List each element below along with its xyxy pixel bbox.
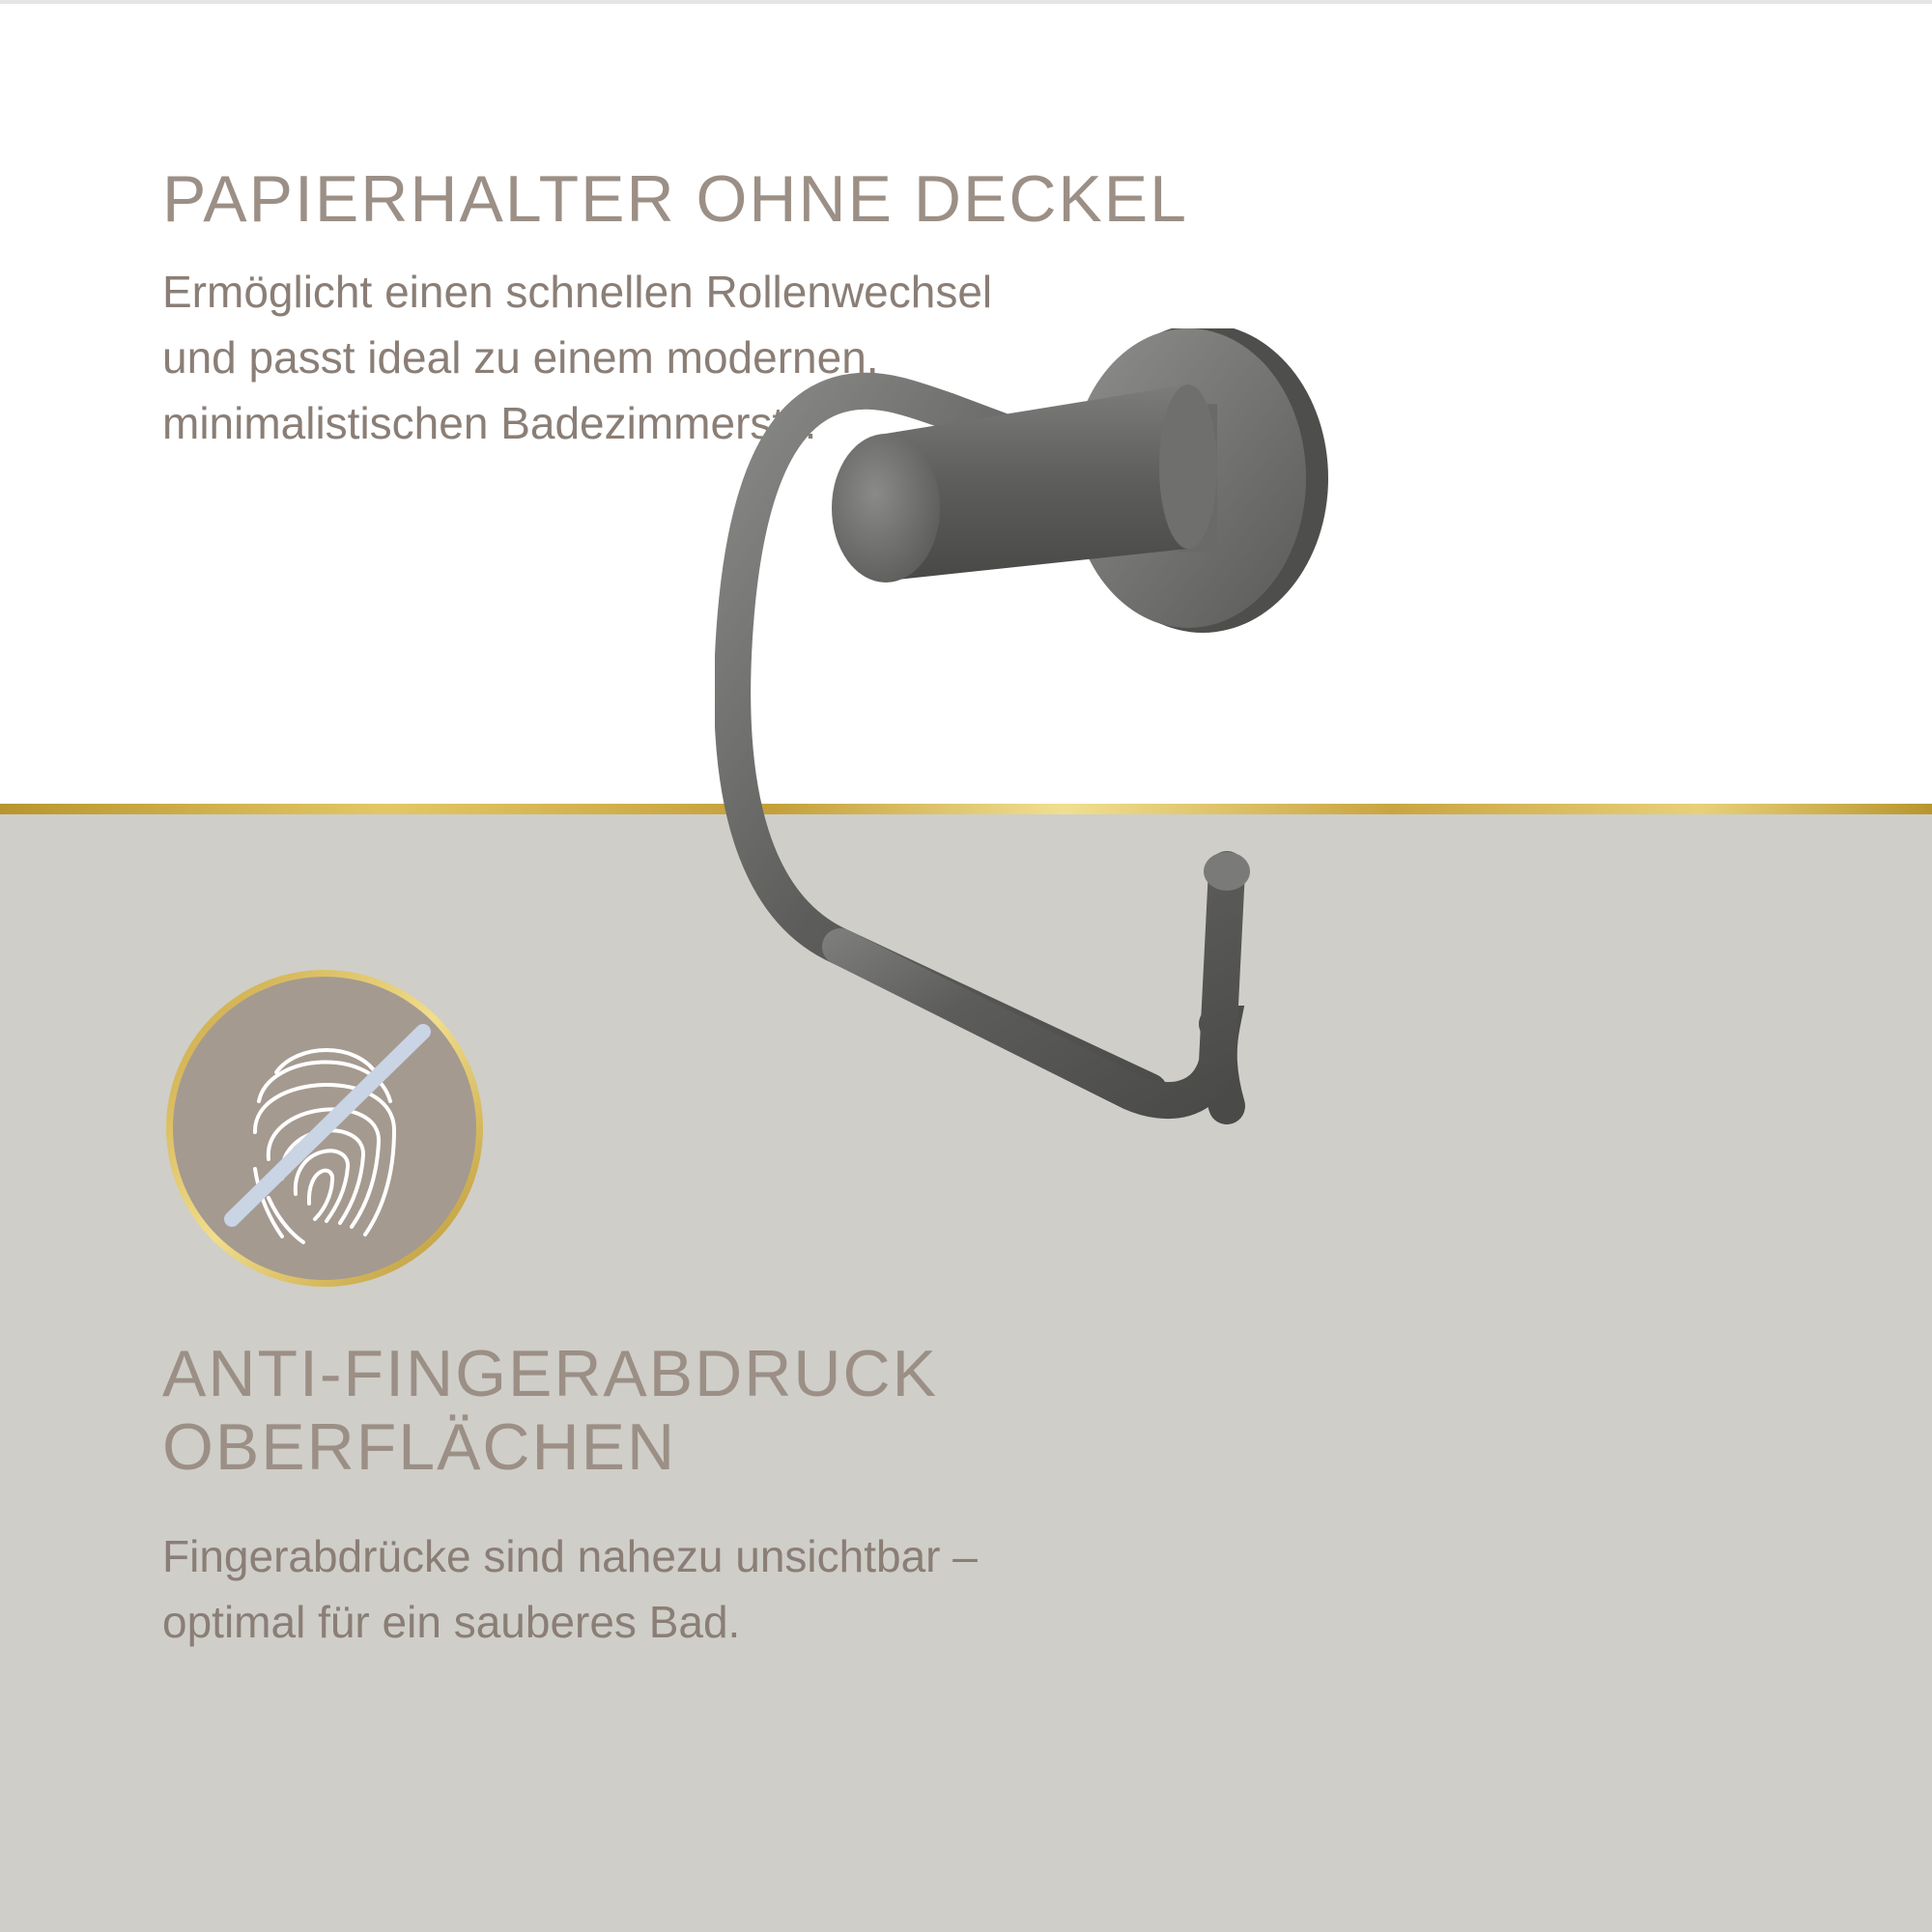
description-line: Ermöglicht einen schnellen Rollenwechsel (162, 267, 993, 317)
description-line: Fingerabdrücke sind nahezu unsichtbar – (162, 1531, 978, 1581)
feature-description-anti-fingerprint (162, 1523, 978, 1655)
toilet-paper-holder (715, 328, 1739, 1352)
arm-end-cap (832, 434, 940, 582)
description-line: und passt ideal zu einem modernen, (162, 332, 879, 383)
no-fingerprint-icon (162, 966, 487, 1291)
title-line: ANTI-FINGERABDRUCK (162, 1337, 938, 1410)
holder-hook (840, 869, 1227, 1100)
feature-title-holder: PAPIERHALTER OHNE DECKEL (162, 162, 1188, 236)
title-line: OBERFLÄCHEN (162, 1410, 677, 1484)
feature-title-anti-fingerprint (162, 1337, 938, 1484)
description-line: optimal für ein sauberes Bad. (162, 1597, 741, 1647)
hook-tip (1204, 852, 1250, 891)
description-line: minimalistischen Badezimmerstil. (162, 398, 817, 448)
arm-collar-face (1159, 384, 1217, 549)
